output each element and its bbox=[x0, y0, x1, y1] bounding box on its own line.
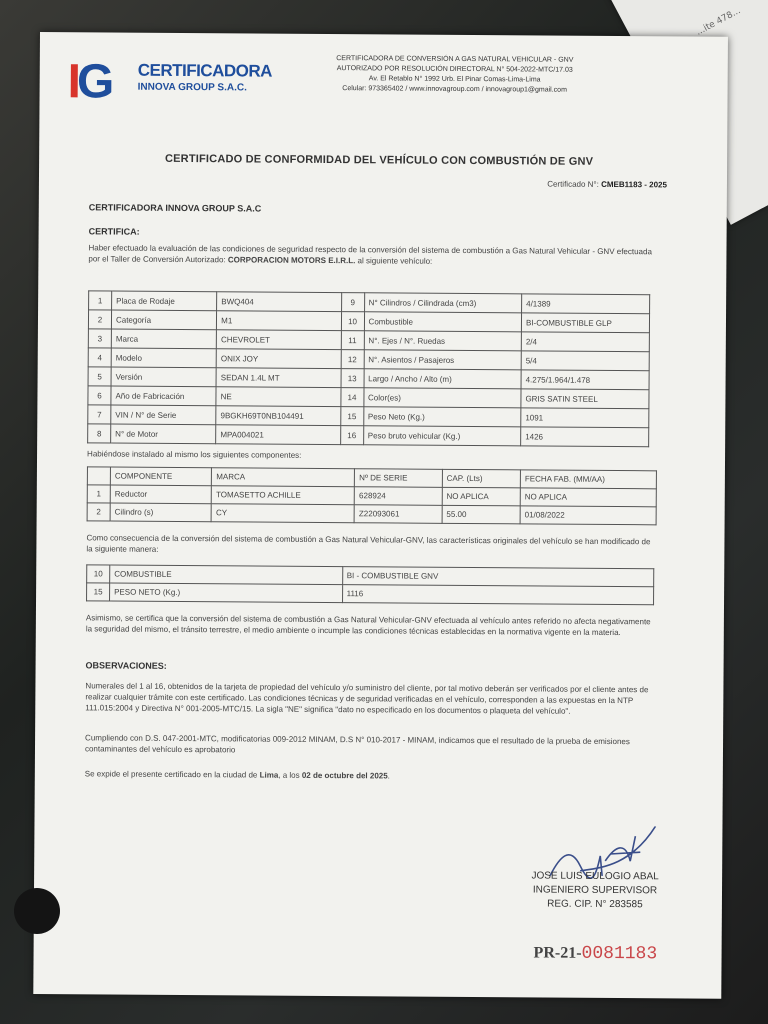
header-cell: COMPONENTE bbox=[110, 467, 211, 486]
logo-name: CERTIFICADORA bbox=[137, 60, 273, 81]
table-cell: N°. Asientos / Pasajeros bbox=[364, 350, 522, 370]
intro-paragraph bbox=[88, 242, 658, 268]
table-cell: 1 bbox=[87, 485, 110, 503]
closing-prefix: Se expide el presente certificado en la ciudad de bbox=[84, 769, 258, 780]
table-cell: 11 bbox=[341, 331, 364, 350]
table-cell: Categoría bbox=[111, 310, 216, 330]
table-cell: M1 bbox=[217, 311, 342, 331]
table-cell: Año de Fabricación bbox=[111, 386, 216, 406]
table-cell: Color(es) bbox=[363, 388, 521, 408]
table-row bbox=[87, 503, 656, 525]
table-cell: Marca bbox=[111, 329, 216, 349]
signature-text bbox=[510, 869, 680, 912]
document-number bbox=[534, 943, 658, 964]
document-title: CERTIFICADO DE CONFORMIDAD DEL VEHÍCULO CON COMBUSTIÓN DE GNV bbox=[164, 152, 594, 168]
table-cell: 55.00 bbox=[442, 505, 520, 524]
intro-text: Haber efectuado la evaluación de las condiciones de seguridad respecto de la conversión del sistema de combustión a Gas Natural Vehicular - GNV efectuada por el Taller de Conversión Autorizado: bbox=[88, 243, 652, 265]
table-cell: 10 bbox=[87, 565, 110, 583]
certificate-number bbox=[547, 180, 667, 190]
table-cell: 15 bbox=[340, 407, 363, 426]
intro-taller: CORPORACION MOTORS E.I.R.L. bbox=[227, 255, 356, 266]
asimismo-paragraph: Asimismo, se certifica que la conversión del sistema de combustión a Gas Natural Vehicular-GNV efectuada al vehículo antes referido no afecta negativamente la seguridad del mismo, el tránsito terrestre, el medio ambiente o incumple las condiciones técnicas establecidas en la normativa vigente en la materia. bbox=[85, 613, 651, 638]
table-cell: 4/1389 bbox=[522, 294, 650, 314]
header-line-4: Celular: 973365402 / www.innovagroup.com / innovagroup1@gmail.com bbox=[342, 85, 567, 94]
logo-letter-g: G bbox=[76, 55, 111, 109]
logo-sub: INNOVA GROUP S.A.C. bbox=[137, 81, 247, 94]
table-cell: 3 bbox=[88, 329, 111, 348]
certifica-heading: CERTIFICA: bbox=[88, 226, 140, 237]
table-cell: 15 bbox=[87, 583, 110, 601]
table-cell: 12 bbox=[341, 350, 364, 369]
closing-city: Lima bbox=[259, 770, 279, 780]
table-row bbox=[88, 424, 649, 447]
header-line-2: AUTORIZADO POR RESOLUCIÓN DIRECTORAL N° 504-2022-MTC/17.03 bbox=[336, 65, 573, 74]
table-cell: 2 bbox=[88, 310, 111, 329]
closing-paragraph bbox=[85, 768, 655, 783]
punch-hole bbox=[14, 888, 60, 934]
company-logo bbox=[67, 54, 273, 111]
table-cell: 2/4 bbox=[521, 332, 649, 352]
table-cell: BWQ404 bbox=[217, 292, 342, 312]
closing-date: 02 de octubre del 2025 bbox=[301, 770, 388, 781]
logo-mark bbox=[67, 55, 111, 109]
table-cell: Combustible bbox=[364, 312, 522, 332]
header-cell: MARCA bbox=[212, 468, 355, 487]
table-cell: GRIS SATIN STEEL bbox=[521, 389, 649, 409]
modified-table bbox=[86, 564, 654, 605]
cumpliendo-paragraph: Cumpliendo con D.S. 047-2001-MTC, modificatorias 009-2012 MINAM, D.S N° 010-2017 - MINAM, indicamos que el resultado de la prueba de emisiones contaminantes del vehículo es aprobatorio bbox=[84, 733, 630, 755]
table-cell: 4.275/1.964/1.478 bbox=[521, 370, 649, 390]
table-cell: Cilindro (s) bbox=[110, 503, 211, 522]
table-cell: N° de Motor bbox=[111, 424, 216, 444]
table-cell: CHEVROLET bbox=[216, 330, 341, 350]
certificate-paper bbox=[33, 32, 728, 999]
table-cell: NO APLICA bbox=[520, 488, 656, 507]
table-cell: 9 bbox=[341, 293, 364, 312]
signature-block bbox=[510, 825, 690, 911]
signer-name: JOSE LUIS EULOGIO ABAL bbox=[531, 870, 659, 883]
table-cell: 628924 bbox=[355, 487, 443, 506]
observaciones-heading: OBSERVACIONES: bbox=[85, 660, 167, 671]
table-cell: 2 bbox=[87, 503, 110, 521]
table-cell: 1091 bbox=[521, 408, 649, 428]
table-cell: 1116 bbox=[342, 585, 654, 605]
table-cell: 10 bbox=[341, 312, 364, 331]
table-cell: NE bbox=[216, 387, 341, 407]
table-cell: 13 bbox=[341, 369, 364, 388]
certificate-number-value: CMEB1183 - 2025 bbox=[601, 179, 667, 190]
logo-letter-i: I bbox=[67, 55, 78, 109]
table-cell: CY bbox=[211, 504, 354, 523]
doc-number-value: 0081183 bbox=[581, 943, 658, 965]
table-cell: COMBUSTIBLE bbox=[110, 565, 343, 585]
table-cell: SEDAN 1.4L MT bbox=[216, 368, 341, 388]
observaciones-paragraph: Numerales del 1 al 16, obtenidos de la tarjeta de propiedad del vehículo y/o suministro del cliente, por tal motivo deberán ser verificados por el cliente antes de realizar cualquier trámite con este certificado. Las condiciones técnicas y de seguridad verificadas en el vehículo, corresponden a las expuestas en la NTP 111.015:2004 y Directiva N° 001-2005-MTC/15. La sigla "NE" significa "dato no especificado en los documentos o plaqueta del vehículo". bbox=[85, 681, 649, 716]
table-cell: 7 bbox=[88, 405, 111, 424]
table-cell: Peso Neto (Kg.) bbox=[363, 407, 521, 427]
table-cell: 8 bbox=[88, 424, 111, 443]
signer-role: INGENIERO SUPERVISOR bbox=[532, 884, 658, 897]
table-cell: Peso bruto vehicular (Kg.) bbox=[363, 426, 521, 446]
table-cell: BI-COMBUSTIBLE GLP bbox=[521, 313, 649, 333]
header-info bbox=[290, 54, 620, 96]
modified-intro: Como consecuencia de la conversión del sistema de combustión a Gas Natural Vehicular-GNV, las características originales del vehículo se han modificado de la siguiente manera: bbox=[86, 533, 651, 554]
table-cell: 01/08/2022 bbox=[520, 506, 656, 525]
header-line-1: CERTIFICADORA DE CONVERSIÓN A GAS NATURAL VEHICULAR - GNV bbox=[336, 55, 574, 64]
table-cell: Placa de Rodaje bbox=[112, 291, 217, 311]
table-cell: Modelo bbox=[111, 348, 216, 368]
table-cell: Versión bbox=[111, 367, 216, 387]
table-cell: Z22093061 bbox=[354, 505, 442, 524]
table-cell: 9BGKH69T0NB104491 bbox=[216, 406, 341, 426]
components-table bbox=[87, 466, 657, 525]
header-cell: Nº DE SERIE bbox=[355, 469, 443, 488]
table-cell: 1426 bbox=[521, 427, 649, 447]
table-cell: 6 bbox=[88, 386, 111, 405]
header-cell: FECHA FAB. (MM/AA) bbox=[520, 470, 656, 489]
signer-reg: REG. CIP. N° 283585 bbox=[547, 898, 643, 911]
table-cell: Largo / Ancho / Alto (m) bbox=[364, 369, 522, 389]
table-cell: ONIX JOY bbox=[216, 349, 341, 369]
header-line-3: Av. El Retablo N° 1992 Urb. El Pinar Comas-Lima-Lima bbox=[368, 75, 541, 84]
table-cell: VIN / N° de Serie bbox=[111, 405, 216, 425]
certificate-number-label: Certificado N°: bbox=[547, 179, 599, 189]
table-cell: 5/4 bbox=[521, 351, 649, 371]
back-text-3: ...ite 478... bbox=[694, 6, 743, 38]
table-cell: BI - COMBUSTIBLE GNV bbox=[342, 567, 654, 587]
table-cell: 1 bbox=[89, 291, 112, 310]
company-heading: CERTIFICADORA INNOVA GROUP S.A.C bbox=[88, 202, 262, 214]
table-cell: N° Cilindros / Cilindrada (cm3) bbox=[364, 293, 522, 313]
closing-suffix: . bbox=[387, 771, 390, 781]
table-cell: 4 bbox=[88, 348, 111, 367]
table-cell: 5 bbox=[88, 367, 111, 386]
table-row bbox=[87, 583, 654, 605]
doc-number-prefix: PR-21- bbox=[533, 944, 582, 962]
table-cell: MPA004021 bbox=[216, 425, 341, 445]
header-cell bbox=[87, 467, 110, 485]
table-cell: 14 bbox=[340, 388, 363, 407]
table-cell: 16 bbox=[340, 426, 363, 445]
vehicle-table bbox=[87, 290, 650, 447]
header-cell: CAP. (Lts) bbox=[442, 469, 520, 488]
table-cell: N°. Ejes / N°. Ruedas bbox=[364, 331, 522, 351]
closing-mid: , a los bbox=[278, 770, 300, 780]
intro-suffix: al siguiente vehículo: bbox=[357, 256, 433, 266]
table-cell: NO APLICA bbox=[442, 487, 520, 506]
table-cell: Reductor bbox=[110, 485, 211, 504]
table-cell: PESO NETO (Kg.) bbox=[110, 583, 343, 603]
components-intro: Habiéndose instalado al mismo los siguientes componentes: bbox=[87, 449, 302, 460]
table-cell: TOMASETTO ACHILLE bbox=[212, 486, 355, 505]
